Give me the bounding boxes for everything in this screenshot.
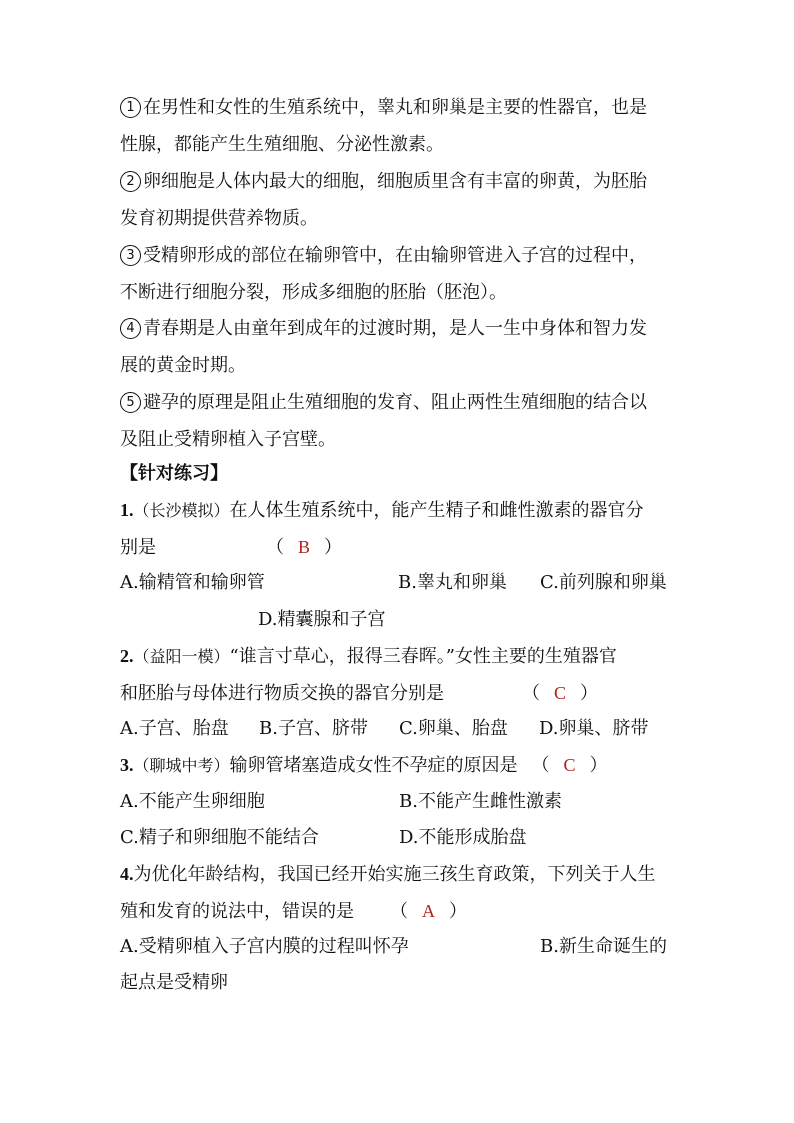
question-2-line-2: 和胚胎与母体进行物质交换的器官分别是 （ C ） bbox=[120, 683, 599, 704]
circled-number-2: 2 bbox=[120, 171, 141, 192]
question-4-option-b: B.新生命诞生的 bbox=[540, 936, 667, 957]
question-2-option-b: B.子宫、脐带 bbox=[259, 718, 368, 739]
circled-number-5: 5 bbox=[120, 392, 141, 413]
point-2-line-2: 发育初期提供营养物质。 bbox=[120, 208, 318, 229]
point-5-line-1: 5 避孕的原理是阻止生殖细胞的发育、阻止两性生殖细胞的结合以 bbox=[120, 391, 647, 415]
answer-2: C bbox=[554, 683, 567, 703]
point-3-line-1: 3 受精卵形成的部位在输卵管中，在由输卵管进入子宫的过程中， bbox=[120, 244, 647, 268]
circled-number-1: 1 bbox=[120, 97, 141, 118]
answer-1: B bbox=[298, 537, 311, 557]
question-number: 3. bbox=[120, 755, 134, 775]
question-2-line-1: 2.（益阳一模）“谁言寸草心，报得三春晖。”女性主要的生殖器官 bbox=[120, 646, 617, 667]
question-source: （长沙模拟） bbox=[133, 501, 230, 520]
circled-number-3: 3 bbox=[120, 245, 141, 266]
circled-number-4: 4 bbox=[120, 318, 141, 339]
question-2-option-a: A.子宫、胎盘 bbox=[120, 718, 229, 739]
question-4-option-b-continued: 起点是受精卵 bbox=[120, 972, 228, 993]
question-source: （益阳一模） bbox=[133, 647, 230, 666]
question-1-line-2: 别是 （ B ） bbox=[120, 537, 343, 558]
answer-3: C bbox=[563, 755, 576, 775]
section-heading: 【针对练习】 bbox=[120, 463, 228, 484]
point-1-line-2: 性腺，都能产生生殖细胞、分泌性激素。 bbox=[120, 134, 444, 155]
question-1-option-d: D.精囊腺和子宫 bbox=[258, 609, 386, 630]
point-4-line-1: 4 青春期是人由童年到成年的过渡时期，是人一生中身体和智力发 bbox=[120, 317, 647, 341]
question-4-line-2: 殖和发育的说法中，错误的是 （ A ） bbox=[120, 901, 467, 922]
question-1-option-a: A.输精管和输卵管 bbox=[120, 572, 265, 593]
question-source: （聊城中考） bbox=[133, 756, 230, 775]
point-4-line-2: 展的黄金时期。 bbox=[120, 355, 246, 376]
question-3-line-1: 3.（聊城中考）输卵管堵塞造成女性不孕症的原因是 （ C ） bbox=[120, 755, 608, 776]
question-1-option-b: B.睾丸和卵巢 bbox=[398, 572, 507, 593]
question-2-option-d: D.卵巢、脐带 bbox=[539, 718, 649, 739]
question-4-option-a: A.受精卵植入子宫内膜的过程叫怀孕 bbox=[120, 936, 409, 957]
question-number: 4. bbox=[120, 864, 134, 884]
question-1-line-1: 1.（长沙模拟）在人体生殖系统中，能产生精子和雌性激素的器官分 bbox=[120, 500, 644, 521]
question-1-option-c: C.前列腺和卵巢 bbox=[540, 572, 667, 593]
question-3-option-d: D.不能形成胎盘 bbox=[399, 827, 527, 848]
point-5-line-2: 及阻止受精卵植入子宫壁。 bbox=[120, 429, 336, 450]
question-number: 1. bbox=[120, 500, 134, 520]
question-3-option-b: B.不能产生雌性激素 bbox=[399, 791, 562, 812]
question-number: 2. bbox=[120, 646, 134, 666]
point-1-line-1: 1 在男性和女性的生殖系统中，睾丸和卵巢是主要的性器官，也是 bbox=[120, 96, 647, 120]
point-2-line-1: 2 卵细胞是人体内最大的细胞，细胞质里含有丰富的卵黄，为胚胎 bbox=[120, 170, 647, 194]
question-3-option-a: A.不能产生卵细胞 bbox=[120, 791, 265, 812]
question-2-option-c: C.卵巢、胎盘 bbox=[399, 718, 508, 739]
point-3-line-2: 不断进行细胞分裂，形成多细胞的胚胎（胚泡）。 bbox=[120, 282, 507, 303]
question-4-line-1: 4.为优化年龄结构，我国已经开始实施三孩生育政策，下列关于人生 bbox=[120, 864, 656, 885]
answer-4: A bbox=[422, 901, 435, 921]
question-3-option-c: C.精子和卵细胞不能结合 bbox=[120, 827, 319, 848]
